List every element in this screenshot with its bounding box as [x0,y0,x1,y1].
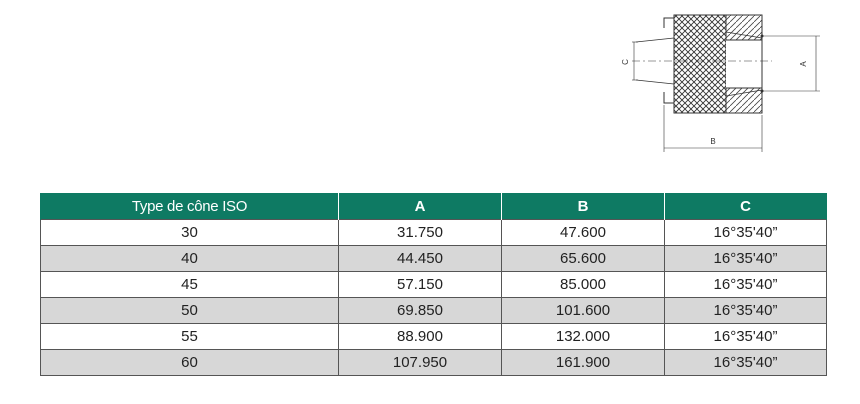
table-row [41,220,827,246]
header-a: A [339,193,502,220]
table-header-row [41,193,827,220]
cell-c: 16°35'40” [665,246,827,272]
dimension-a [761,35,821,93]
cell-a: 44.450 [339,246,502,272]
dimension-b-label: B [710,137,716,146]
cell-b: 47.600 [502,220,665,246]
cell-c: 16°35'40” [665,324,827,350]
cell-b: 132.000 [502,324,665,350]
cell-type: 50 [41,298,339,324]
table-row [41,350,827,376]
table-row [41,246,827,272]
cell-b: 85.000 [502,272,665,298]
cell-c: 16°35'40” [665,220,827,246]
cell-type: 40 [41,246,339,272]
cell-type: 55 [41,324,339,350]
dimension-a-label: A [799,61,808,67]
cell-type: 60 [41,350,339,376]
table-row [41,272,827,298]
retention-knob-drawing [622,10,832,160]
cell-a: 88.900 [339,324,502,350]
knob-outline [632,15,772,113]
cell-b: 65.600 [502,246,665,272]
table-row [41,324,827,350]
cell-c: 16°35'40” [665,272,827,298]
cell-c: 16°35'40” [665,298,827,324]
header-type: Type de cône ISO [41,193,339,220]
iso-cone-spec-table [40,193,827,376]
header-b: B [502,193,665,220]
cell-a: 69.850 [339,298,502,324]
dimension-c-label: C [621,59,630,65]
cell-a: 31.750 [339,220,502,246]
cell-type: 30 [41,220,339,246]
cell-a: 107.950 [339,350,502,376]
cell-b: 101.600 [502,298,665,324]
cell-c: 16°35'40” [665,350,827,376]
table-row [41,298,827,324]
cell-a: 57.150 [339,272,502,298]
cell-type: 45 [41,272,339,298]
cell-b: 161.900 [502,350,665,376]
header-c: C [665,193,827,220]
